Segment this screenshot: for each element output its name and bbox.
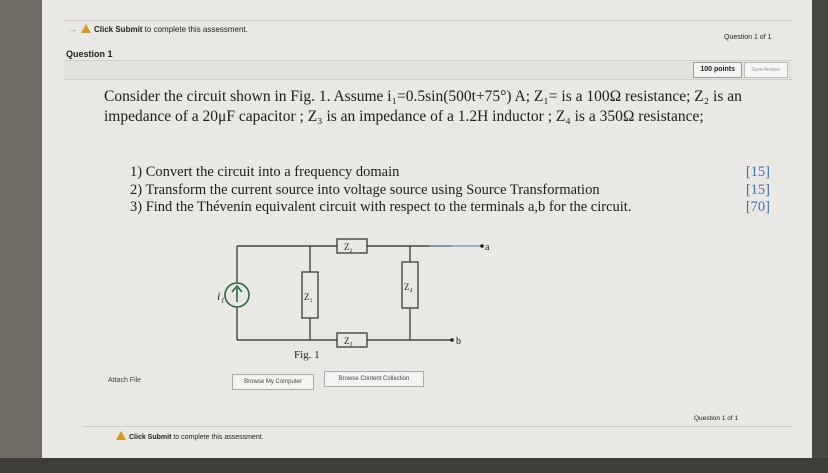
question-bar [64,60,792,80]
figure-caption: Fig. 1 [294,349,320,361]
footer-warning-text: to complete this assessment. [171,434,264,441]
task-points: [15] [745,164,770,180]
task-text: Find the Thévenin equivalent circuit with respect to the terminals a,b for the circuit. [145,199,632,215]
task-number: 3) [130,199,143,215]
browse-content-button[interactable]: Browse Content Collection [324,371,424,387]
terminal-a-node [480,244,484,248]
task-points: [70] [745,199,770,215]
save-answer-button[interactable]: Save Answer [744,62,788,78]
task-list [130,164,770,217]
z3-label: Z₃ [344,336,353,346]
top-warning-bold: Click Submit [94,25,143,34]
footer-question-counter: Question 1 of 1 [694,415,739,422]
question-label: Question 1 [66,49,113,59]
footer-warning-icon [116,431,126,440]
monitor-bezel-bottom [0,458,828,473]
question-prompt: Consider the circuit shown in Fig. 1. Assume i₁=0.5sin(500t+75°) A; Z₁= is a 100Ω resistance; Z₂ is an impedance of a 20μF capacitor ; Z₃ is an impedance of a 1.2H inductor ; Z₄ is a 350Ω resistance; [104,88,742,125]
task-item-1 [130,164,770,182]
terminal-a-label: a [485,242,490,253]
task-number: 2) [130,181,143,198]
z2-label: Z₂ [344,242,353,252]
task-text: Convert the circuit into a frequency domain [145,164,400,180]
footer-warning-bold: Click Submit [129,434,172,441]
terminal-b-node [450,338,454,342]
attach-file-label: Attach File [108,377,142,384]
top-warning [68,24,248,34]
z4-label: Z₄ [404,282,413,292]
task-item-3 [130,199,770,217]
points-badge: 100 points [693,62,742,78]
footer-warning [116,431,264,441]
task-item-2 [130,182,770,200]
header-divider [64,20,792,21]
task-points: [15] [745,181,770,198]
footer-divider [82,426,792,427]
z1-label: Z₁ [304,292,313,302]
browse-computer-button[interactable]: Browse My Computer [232,374,314,390]
monitor-bezel-right [812,0,828,473]
terminal-b-label: b [456,336,461,347]
browser-screen [42,0,812,462]
circuit-diagram [192,228,492,363]
top-question-counter: Question 1 of 1 [724,34,772,41]
top-warning-text: to complete this assessment. [142,25,248,34]
task-number: 1) [130,164,143,180]
task-text: Transform the current source into voltage source using Source Transformation [145,181,600,198]
warning-icon [81,24,91,33]
source-label: i₁ [217,289,225,303]
arrow-icon: → [68,24,77,34]
